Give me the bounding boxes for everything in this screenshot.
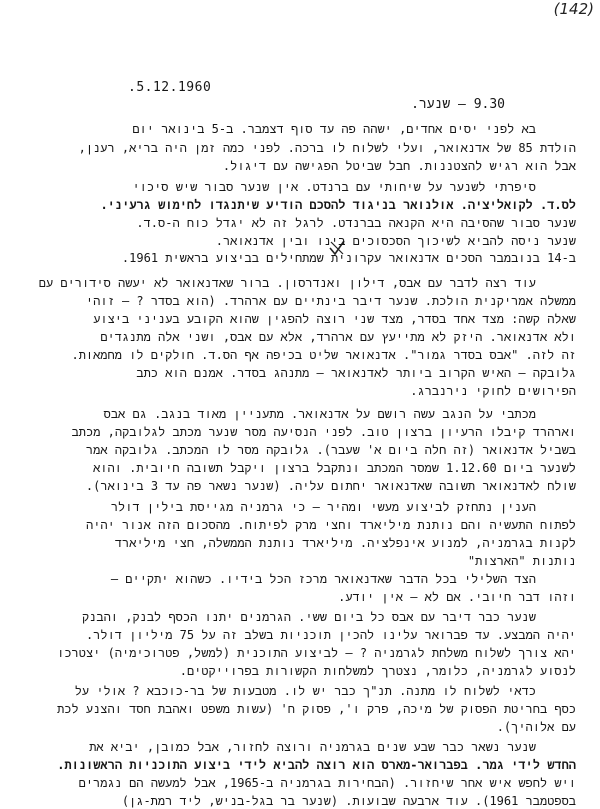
text-line: נותנות "הארצות" (467, 554, 576, 568)
text-line: שאלה קשה: מצד אחד בסדר, מצד שני רוצה להפגין שהוא הקובע בעניני ביצוע (93, 312, 576, 326)
text-line: שנער נשאר כבר שבע שנים בגרמניה ורוצה לחזור, אבל כמובן, יביא את (89, 740, 536, 754)
text-line: ב-14 בנובמבר הסכים אדנאואר עקרונית שמתחילים בביצוע בראשית 1961. (121, 251, 576, 265)
text-line: בא לפני יסים אחדים, ישהה פה עד סוף דצמבר. ב-5 בינואר יום (132, 122, 536, 136)
text-line: לשנער ביום 1.12.60 שמסר המכתב ונתקבל ברצון ויקבל תשובה חיובית. והוא (93, 461, 576, 475)
text-line: גלובקה – האיש הקרוב ביותר לאדנאואר – מתנהג בסדר. אמנם הוא כתב (136, 366, 576, 380)
text-line: החדש לידי גמר. בפברואר-מארס הוא רוצה להביא לידי ביצוע התוכניות הראשונות. (57, 758, 576, 772)
text-line: וארהרד קיבלו הרעיון ברצון טוב. לפני הנסיעה מסר שנער מכתב לגלובקה, מכתב (71, 425, 576, 439)
text-line: בספטמבר 1961). עוד ארבעה שבועות. (שנער בר בגל-בניש, ליד רמת-גן) (121, 794, 576, 808)
text-line: מכתבי על הנגב עשה רושם על אדנאואר. מתעניין מאוד בנגב. גם אבס (103, 407, 536, 421)
text-line: כדאי לשלוח לו מתנה. תנ"ך כבר יש לו. מטבעות של בר-כוכבא ? אולי על (74, 684, 536, 698)
text-line: לס.ד. לקואליציה. אולנואר בניגוד להסכם הודיע שיתנגדו לחימוש גרעיני. (100, 198, 576, 212)
text-line: סיפרתי לשנער על שיחותי עם ברנדט. אין שנער סבור שיש סיכוי (132, 180, 536, 194)
text-line: בשביל אדנאואר (זה חלה ביום א' שעבר). גלובקה מסר לו המכתב. גלובקה אמר (85, 443, 576, 457)
text-line: שנער ניסה להביא לשיכוך הסכסוכים בינו ובין אדנאואר. (215, 234, 576, 248)
text-line: יהא צורך לשלוח משלחת לגרמניה ? – לביצוע התוכנית (למשל, פטרוכימיה) יצטרכו (57, 646, 576, 660)
text-line: זה לזה. "אבס בסדר גמור". אדנאואר שליט בכיפה אף הס.ד. חולקים לו מחמאות. (71, 348, 576, 362)
text-line: ממשלה אמריקנית הולכת. שנער דיבר בינתיים עם ארהרד. (הוא בסדר ? – זוהי (85, 294, 576, 308)
text-line: שולח לאדנאואר תשובה שאדנאואר יחתום עליה. (שנער נשאר פה עד 3 בינואר). (85, 479, 576, 493)
text-line: ויש לחפש איש אחר שיחזור. (הבחירות בגרמניה ב-1965, אבל למעשה הם נגמרים (78, 776, 576, 790)
text-line: לקנות בגרמניה, למנוע אינפלציה. מיליארד נותנת הממשלה, חצי מיליארד (114, 536, 576, 550)
text-line: הצד השלילי בכל הדבר שאדנאואר מרכז הכל בידיו. כשהוא יתקיים – (110, 572, 536, 586)
text-line: יהיה המבצע. עד פברואר עלינו להכין תוכניות בשלב זה על 75 מיליון דולר. (85, 628, 576, 642)
text-line: שנער כבר דיבר עם אבס כל ביום ששי. הגרמנים יתנו הכסף לבנק, והבנק (81, 610, 536, 624)
text-line: לפתוח התעשיה והם נותנת מיליארד וחצי מרק לפיתוח. מהסכום הזה אנור יהיה (86, 518, 576, 532)
page-number: (142) (553, 0, 594, 18)
text-line: הענין נתחזק לביצוע מעשי ומהיר – כי גרמניה מגייסת בילין דולר (110, 500, 536, 514)
text-line: הפירושים לחוקי נירנברג. (410, 384, 576, 398)
entry-header: 9.30 – שנער. (411, 97, 505, 112)
text-line: כסף בחריטת הפסוק של מיכה, פרק ו', פסוק ח' (עשות משפט ואהבת חסד והצנע לכת (57, 702, 576, 716)
text-line: הולדת 85 של אדנאואר, ועלי לשלוח לו ברכה. לפני כמה זמן היה בריא, רענן, (78, 141, 576, 155)
diary-date: .5.12.1960 (128, 80, 212, 95)
text-line: ולא אדנאואר. היזק לא מתייעץ עם ארהרד, אלא עם אבס, ושני אלה מתנגדים (100, 330, 576, 344)
text-line: שנער סבור שהסיבה היא הקנאה בברנדט. לרגל זה לא יגדל כוח ה-ס.ד. (136, 216, 576, 230)
text-line: עוד רצה לדבר עם אבס, דילון ואנדרסון. ברור שאדנאואר לא יעשה סידורים עם (38, 276, 536, 290)
text-line: לנסוע לגרמניה, כלומר, נצטרך למשלחות הקשורות בפרוייקטים. (179, 664, 576, 678)
text-line: וזהו דבר חיובי. אם לא – אין יודע. (338, 590, 576, 604)
text-line: אבל הוא רגיש להצטננות. חבל שביטל הפגישה עם דיגול. (222, 159, 576, 173)
text-line: עם אלוהיך). (496, 720, 576, 734)
